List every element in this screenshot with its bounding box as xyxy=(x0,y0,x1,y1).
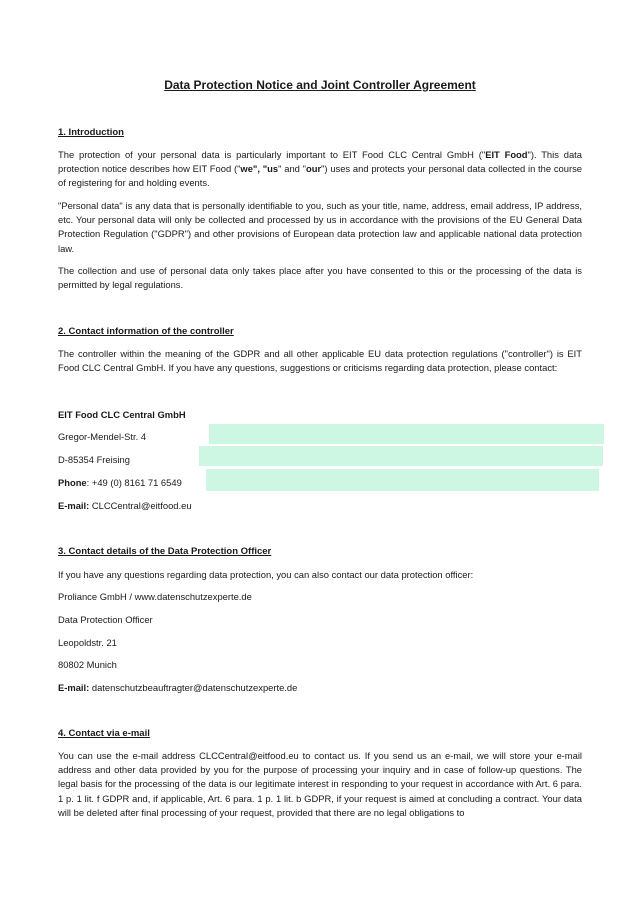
phone-number: : +49 (0) 8161 71 6549 xyxy=(86,477,182,488)
dpo-intro: If you have any questions regarding data protection, you can also contact our data protection officer: xyxy=(58,569,474,580)
text-run: " and " xyxy=(278,163,306,175)
controller-city: D-85354 Freising xyxy=(58,454,130,465)
dpo-email xyxy=(58,681,297,694)
text-run: The protection of your personal data is particularly important to EIT Food CLC Central GmbH (" xyxy=(58,149,486,160)
email-label: E-mail: xyxy=(58,682,90,693)
phone-label: Phone xyxy=(58,477,87,488)
bold-term: our xyxy=(305,163,322,175)
section-heading-dpo: 3. Contact details of the Data Protection Officer xyxy=(58,546,272,557)
text-run: ") uses and protects your personal data collected in the course of registering for and holding events. xyxy=(58,163,583,189)
email-address: datenschutzbeauftragter@datenschutzexperte.de xyxy=(89,682,298,693)
controller-street: Gregor-Mendel-Str. 4 xyxy=(58,431,147,442)
controller-email xyxy=(58,499,192,512)
email-contact-paragraph: You can use the e-mail address CLCCentral@eitfood.eu to contact us. If you send us an e-mail, we will store your e-mail address and other data provided by you for the purpose of processing your inquiry and in case of follow-up questions. The legal basis for the processing of the data is our legitimate interest in responding to your request in accordance with Art. 6 para. 1 p. 1 lit. f GDPR and, if applicable, Art. 6 para. 1 p. 1 lit. b GDPR, if your request is aimed at concluding a contract. Your data will be deleted after final processing of your request, provided that there are no legal obligations to xyxy=(58,750,582,818)
section-heading-controller: 2. Contact information of the controller xyxy=(58,326,234,337)
bold-term: EIT Food xyxy=(485,149,528,160)
section-heading-email-contact: 4. Contact via e-mail xyxy=(58,728,150,739)
controller-paragraph: The controller within the meaning of the GDPR and all other applicable EU data protection regulations ("controller") is EIT Food CLC Central GmbH. If you have any questions, suggestions or criticisms regarding data protection, please contact: xyxy=(58,348,582,374)
highlight-bar xyxy=(209,424,604,444)
dpo-role: Data Protection Officer xyxy=(58,614,153,625)
intro-paragraph-1 xyxy=(58,148,582,191)
page-title: Data Protection Notice and Joint Controller Agreement xyxy=(164,78,476,92)
email-address: CLCCentral@eitfood.eu xyxy=(89,500,192,511)
dpo-street: Leopoldstr. 21 xyxy=(58,637,117,648)
text-run: "). This data protection notice describes how EIT Food (" xyxy=(58,149,582,175)
intro-paragraph-2: "Personal data" is any data that is personally identifiable to you, such as your title, name, address, email address, IP address, etc. Your personal data will only be collected and processed by us in accordance with the provisions of the EU General Data Protection Regulation ("GDPR") and other provisions of European data protection law and applicable national data protection law. xyxy=(58,200,582,254)
bold-term: we", "us xyxy=(240,163,279,175)
dpo-city: 80802 Munich xyxy=(58,659,117,670)
section-heading-introduction: 1. Introduction xyxy=(58,127,124,138)
email-label: E-mail: xyxy=(58,500,90,511)
intro-paragraph-3: The collection and use of personal data only takes place after you have consented to this or the processing of the data is permitted by legal regulations. xyxy=(58,265,582,291)
highlight-bar xyxy=(206,469,599,491)
controller-company: EIT Food CLC Central GmbH xyxy=(58,409,186,420)
dpo-company: Proliance GmbH / www.datenschutzexperte.de xyxy=(58,591,252,602)
highlight-bar xyxy=(199,446,603,466)
controller-phone xyxy=(58,476,182,489)
